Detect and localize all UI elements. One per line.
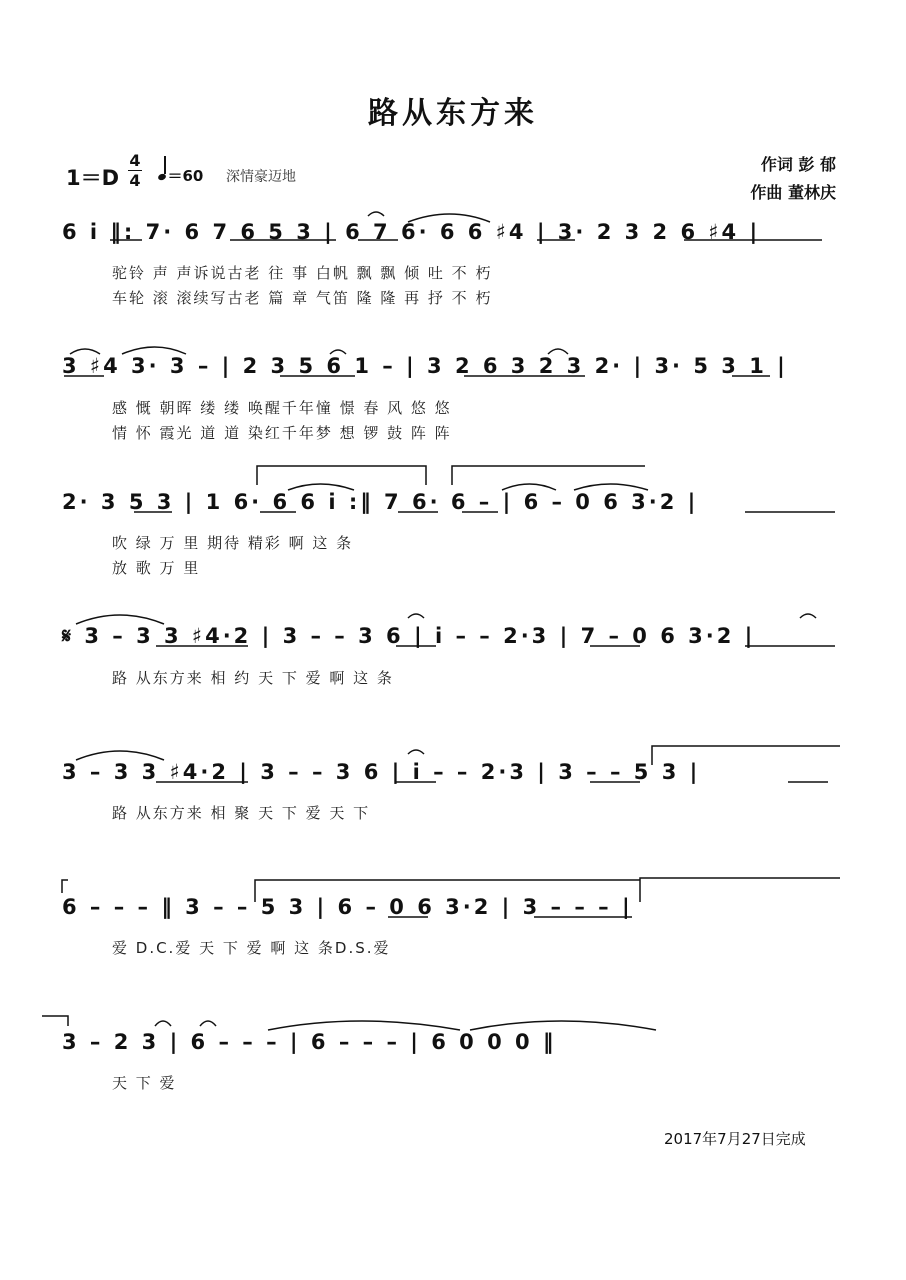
lyric-line-1-2: 车轮 滚 滚续写古老 篇 章 气笛 隆 隆 再 抒 不 朽 [112, 289, 493, 307]
score-row-4: 𝄋 3 – 3 3 ♯4·2 | 3 – – 3 6 | i – – 2·3 | 7 – 0 6 3·2 | [62, 623, 756, 648]
lyric-line-2-2: 情 怀 霞光 道 道 染红千年梦 想 锣 鼓 阵 阵 [112, 424, 452, 442]
lyric-line-3-1: 吹 绿 万 里 期待 精彩 啊 这 条 [112, 534, 354, 552]
lyric-line-7-1: 天 下 爱 [112, 1074, 177, 1092]
tempo-value: ＝60 [167, 167, 204, 185]
time-signature-top: 4 [129, 151, 141, 170]
lyric-line-5-1: 路 从东方来 相 聚 天 下 爱 天 下 [112, 804, 371, 822]
completion-date: 2017年7月27日完成 [664, 1130, 806, 1148]
score-row-5: 3 – 3 3 ♯4·2 | 3 – – 3 6 | i – – 2·3 | 3 – – 5 3 | [62, 760, 701, 784]
expression-marking: 深情豪迈地 [226, 169, 296, 185]
lyric-line-6-1: 爱 D.C.爱 天 下 爱 啊 这 条D.S.爱 [112, 939, 391, 957]
lyric-line-2-1: 感 慨 朝晖 缕 缕 唤醒千年憧 憬 春 风 悠 悠 [112, 399, 452, 417]
score-row-7: 3 – 2 3 | 6 – – – | 6 – – – | 6 0 0 0 ‖ [62, 1030, 557, 1054]
lyric-line-1-1: 驼铃 声 声诉说古老 往 事 白帆 飘 飘 倾 吐 不 朽 [112, 264, 493, 282]
composer-credit: 作曲 董林庆 [750, 183, 836, 202]
score-row-3: 2· 3 5 3 | 1 6· 6 6 i :‖ 7 6· 6 – | 6 – 0 6 3·2 | [62, 490, 699, 514]
lyric-line-3-2: 放 歌 万 里 [112, 559, 201, 577]
score-title: 路从东方来 [368, 96, 538, 131]
score-row-6: 6 – – – ‖ 3 – – 5 3 | 6 – 0 6 3·2 | 3 – – – | [62, 895, 633, 919]
lyricist-credit: 作词 彭 郁 [760, 155, 836, 174]
time-signature-bottom: 4 [129, 171, 141, 190]
lyric-line-4-1: 路 从东方来 相 约 天 下 爱 啊 这 条 [112, 669, 394, 687]
score-row-2: 3 ♯4 3· 3 – | 2 3 5 6 1 – | 3 2 6 3 2 3 2· | 3· 5 3 1 | [62, 354, 788, 378]
score-row-1: 6 i ‖: 7· 6 7 6 5 3 | 6 7 6· 6 6 ♯4 | 3· 2 3 2 6 ♯4 | [62, 220, 761, 244]
key-signature: 1＝D [66, 166, 120, 190]
